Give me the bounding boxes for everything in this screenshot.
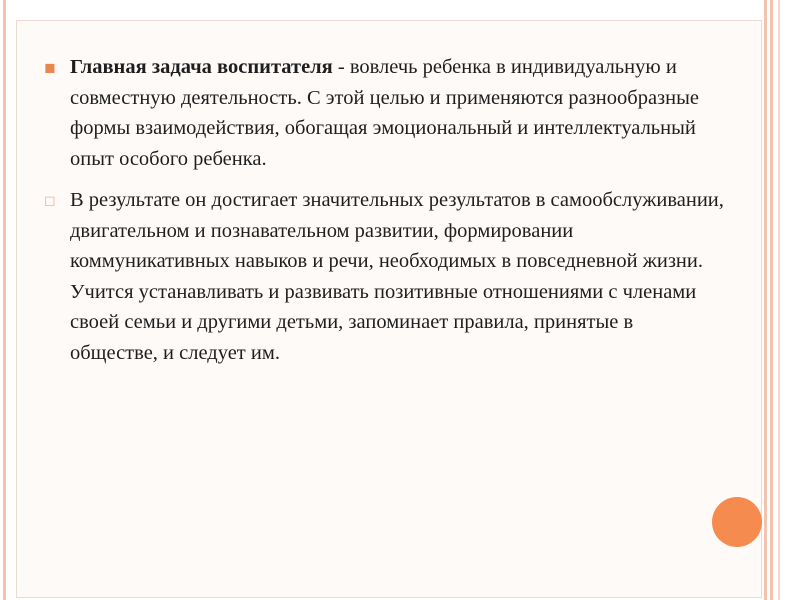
main-task-text: - вовлечь ребенка в индивидуальную и совместную деятельность. С этой целью и применяются разнообразные формы взаимодействия, обогащая эмоциональный и интеллектуальный опыт особого ребенка.	[70, 56, 699, 170]
right-decorative-rail-inner	[770, 0, 773, 600]
left-decorative-rail	[3, 0, 6, 600]
right-decorative-rail	[764, 0, 767, 600]
orange-circle-decoration	[712, 497, 762, 547]
slide-body	[44, 52, 724, 379]
right-decorative-rail-outer	[778, 0, 780, 600]
bullet-paragraph-results	[44, 185, 724, 368]
bullet-paragraph-main-task	[44, 52, 724, 174]
square-bullet-icon: ◼	[44, 60, 56, 76]
main-task-heading: Главная задача воспитателя	[70, 56, 333, 78]
outline-square-bullet-icon: ◻	[44, 193, 56, 209]
results-text: В результате он достигает значительных результатов в самообслуживании, двигательном и познавательном развитии, формировании коммуникативных навыков и речи, необходимых в повседневной жизни. Учится устанавливать и развивать позитивные отношениями с членами своей семьи и другими детьми, запоминает правила, принятые в обществе, и следует им.	[70, 189, 724, 364]
